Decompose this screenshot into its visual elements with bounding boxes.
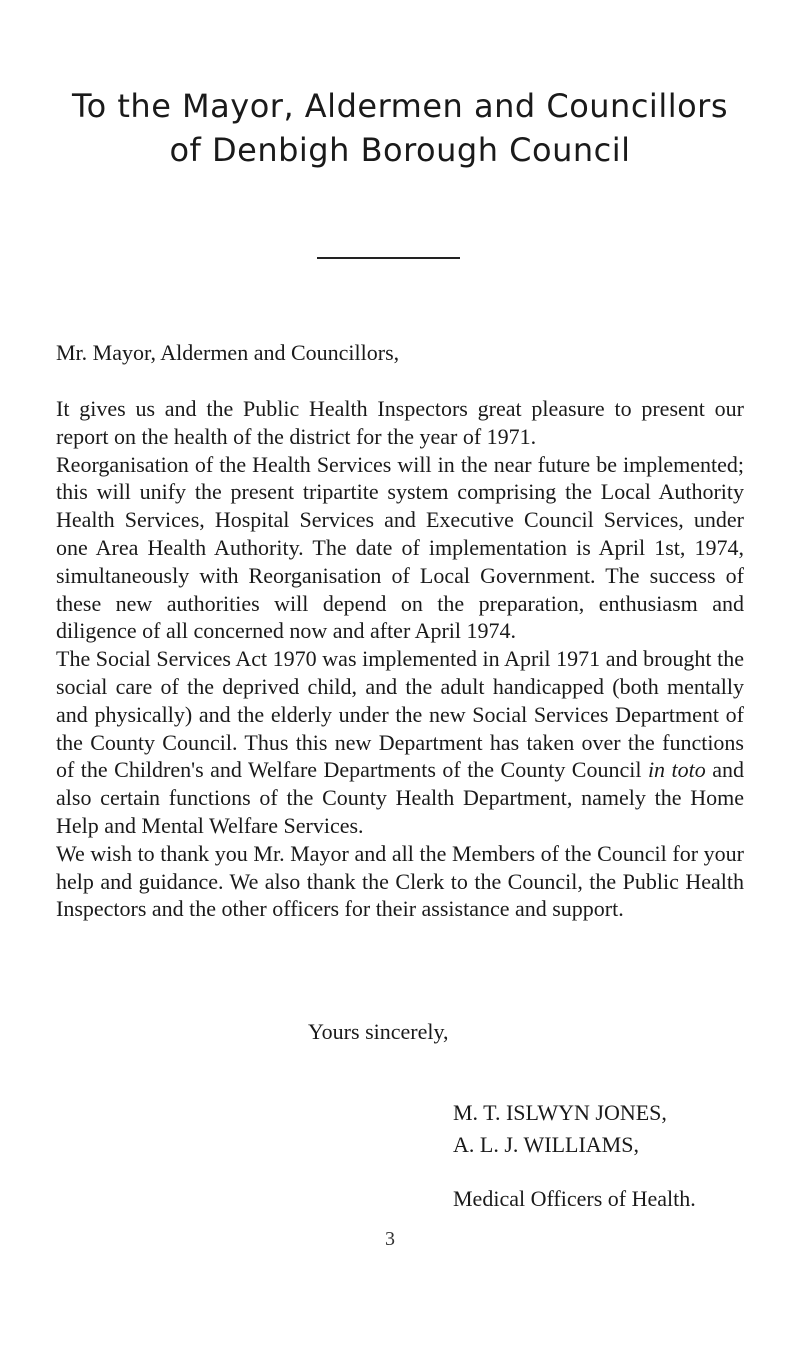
page-number: 3 [385,1228,395,1250]
signatory-2: A. L. J. WILLIAMS, [453,1132,639,1157]
paragraph-3-italic: in toto [647,757,706,783]
paragraph-3-text-b: and also certain functions of the County Health Department, namely the Home Help and Mental Welfare Services. [56,757,744,838]
paragraph-3-text-a: The Social Services Act 1970 was implemented in April 1971 and brought the social care of the deprived child, and the adult handicapped (both mentally and physically) and the elderly under the new Social Services Department of the County Council. Thus this new Department has taken over the functions of the Children's and Welfare Departments of the County Council [56,646,744,783]
paragraph-1: It gives us and the Public Health Inspectors great pleasure to present our report on the health of the district for the year of 1971. [56,396,744,449]
paragraph-2: Reorganisation of the Health Services will in the near future be implemented; this will unify the present tripartite system comprising the Local Authority Health Services, Hospital Services and Executive Council Services, under one Area Health Authority. The date of implementation is April 1st, 1974, simultaneously with Reorganisation of Local Government. The success of these new authorities will depend on the preparation, enthusiasm and diligence of all concerned now and after April 1974. [56,451,744,644]
paragraph-4: We wish to thank you Mr. Mayor and all the Members of the Council for your help and guidance. We also thank the Clerk to the Council, the Public Health Inspectors and the other officers for their assistance and support. [56,840,744,922]
salutation: Mr. Mayor, Aldermen and Councillors, [56,340,400,365]
signatory-title: Medical Officers of Health. [453,1186,696,1211]
heading-divider [317,257,460,259]
heading-line-2: of Denbigh Borough Council [169,131,631,169]
report-heading [0,84,800,172]
letter-body [56,395,744,923]
closing: Yours sincerely, [308,1019,449,1044]
paragraph-3 [56,645,744,840]
heading-line-1: To the Mayor, Aldermen and Councillors [72,87,728,125]
signatory-1: M. T. ISLWYN JONES, [453,1100,667,1125]
